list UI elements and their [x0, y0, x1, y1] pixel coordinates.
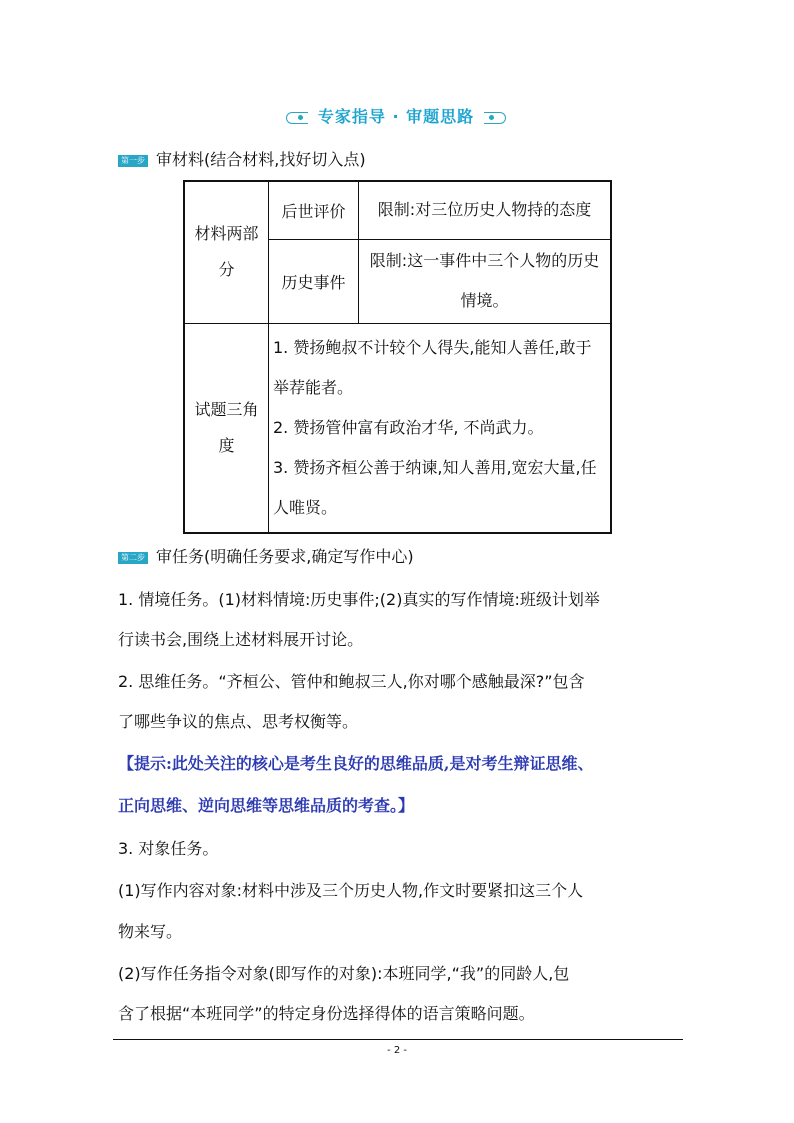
body-line: 了哪些争议的焦点、思考权衡等。	[118, 712, 359, 731]
step1-badge: 第一步	[118, 155, 148, 167]
row2-label: 历史事件	[269, 239, 359, 323]
body-line: 3. 对象任务。	[118, 839, 219, 858]
tip-line: 【提示:此处关注的核心是考生良好的思维品质,是对考生辩证思维、	[118, 754, 594, 773]
page-number: - 2 -	[387, 1045, 407, 1056]
group2-label: 试题三角度	[184, 323, 269, 533]
row2-desc: 限制:这一事件中三个人物的历史情境。	[359, 239, 612, 323]
angle-list	[269, 323, 612, 533]
row1-desc: 限制:对三位历史人物持的态度	[359, 181, 612, 239]
banner-dot-left-icon	[298, 115, 303, 120]
body-line: (1)写作内容对象:材料中涉及三个历史人物,作文时要紧扣这三个人	[118, 881, 584, 900]
banner-title-text: 专家指导 · 审题思路	[317, 107, 475, 126]
body-line: (2)写作任务指令对象(即写作的对象):本班同学,“我”的同龄人,包	[118, 964, 570, 983]
material-table	[183, 180, 612, 534]
angle-item: 3. 赞扬齐桓公善于纳谏,知人善用,宽宏大量,任人唯贤。	[273, 457, 597, 517]
step1-text: 审材料(结合材料,找好切入点)	[156, 150, 366, 169]
body-line: 1. 情境任务。(1)材料情境:历史事件;(2)真实的写作情境:班级计划举	[118, 590, 600, 609]
angle-item: 1. 赞扬鲍叔不计较个人得失,能知人善任,敢于举荐能者。	[273, 337, 592, 397]
step1-heading	[118, 150, 366, 170]
step2-heading	[118, 547, 414, 567]
step2-text: 审任务(明确任务要求,确定写作中心)	[156, 547, 414, 566]
angle-item: 2. 赞扬管仲富有政治才华, 不尚武力。	[273, 417, 544, 437]
row1-label: 后世评价	[269, 181, 359, 239]
group1-label: 材料两部分	[184, 181, 269, 323]
body-line: 物来写。	[118, 922, 183, 941]
footer-rule	[113, 1039, 683, 1040]
step2-badge: 第二步	[118, 552, 148, 564]
body-line: 含了根据“本班同学”的特定身份选择得体的语言策略问题。	[118, 1004, 535, 1023]
banner-title	[308, 105, 484, 129]
tip-line: 正向思维、逆向思维等思维品质的考查。】	[118, 796, 415, 815]
body-line: 2. 思维任务。“齐桓公、管仲和鲍叔三人,你对哪个感触最深?”包含	[118, 672, 585, 691]
section-banner	[286, 105, 508, 129]
banner-dot-right-icon	[489, 115, 494, 120]
body-line: 行读书会,围绕上述材料展开讨论。	[118, 630, 364, 649]
